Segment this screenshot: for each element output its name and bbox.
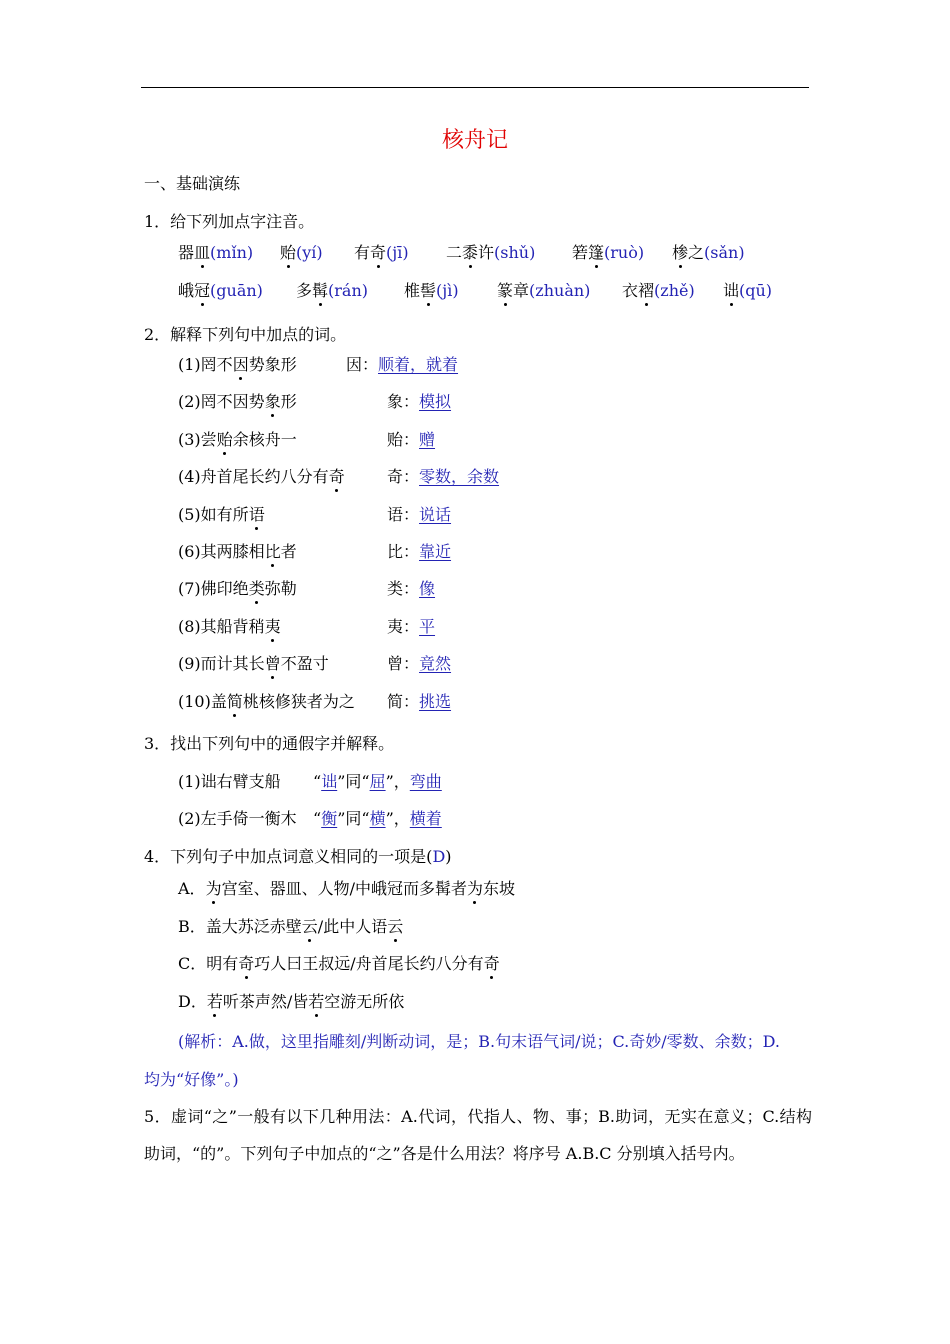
dotted-char: 贻 xyxy=(216,429,233,449)
original-char: 衡 xyxy=(321,809,338,828)
answer: 像 xyxy=(419,579,436,599)
page-title: 核舟记 xyxy=(441,128,508,153)
dotted-char: 比 xyxy=(264,542,281,561)
sentence-part: 罔不 xyxy=(200,355,233,374)
dotted-char: 黍 xyxy=(462,243,479,262)
sentence xyxy=(178,467,345,487)
question-4-close: ) xyxy=(445,847,452,866)
answer: 挑选 xyxy=(419,691,452,711)
sentence xyxy=(178,579,297,599)
quote: “ xyxy=(313,809,322,828)
answer: 说话 xyxy=(419,504,452,524)
option-label: B． xyxy=(178,916,206,936)
pinyin-item xyxy=(404,281,459,301)
dotted-char: 若 xyxy=(206,991,223,1011)
target-word: 象： xyxy=(387,392,420,412)
pinyin: (jī) xyxy=(386,243,409,262)
answer: 平 xyxy=(419,616,436,636)
sentence xyxy=(178,392,297,412)
tong-text: ”同“ xyxy=(337,772,370,791)
item-number: (8) xyxy=(178,616,201,636)
dotted-char: 奇 xyxy=(483,954,500,973)
target-word: 曾： xyxy=(387,654,420,674)
answer: 赠 xyxy=(419,429,436,449)
item-number: (7) xyxy=(178,579,201,599)
target-word: 奇： xyxy=(387,467,420,487)
sentence-part: 桃核修狭者为之 xyxy=(242,691,355,711)
dotted-char: 褶 xyxy=(638,281,655,300)
dotted-char: 象 xyxy=(264,392,281,412)
sentence-part: 如有所 xyxy=(200,504,249,524)
tongjia-answer xyxy=(313,809,442,829)
answer: 靠近 xyxy=(419,542,452,561)
question-5-text: 5．虚词“之”一般有以下几种用法：A.代词，代指人、物、事；B.助词，无实在意义；C.结构助词，“的”。下列句子中加点的“之”各是什么用法？将序号 A.B.C 分别填入括号内。 xyxy=(144,1107,812,1163)
pinyin: (zhuàn) xyxy=(529,281,591,300)
dotted-char: 冠 xyxy=(194,281,211,300)
pinyin: (qū) xyxy=(739,281,773,300)
target-word: 简： xyxy=(387,691,420,711)
sentence xyxy=(178,809,297,829)
pinyin: (jì) xyxy=(436,281,459,300)
option-label: D． xyxy=(178,991,207,1011)
dotted-char: 语 xyxy=(248,504,265,524)
explanation xyxy=(387,542,451,562)
dotted-char: 云 xyxy=(301,916,318,936)
pinyin-item xyxy=(178,281,263,301)
word-part: 箬 xyxy=(572,243,589,262)
dotted-char: 奇 xyxy=(328,467,345,487)
option-label: C． xyxy=(178,954,207,973)
explanation xyxy=(346,355,458,375)
target-word: 因： xyxy=(346,355,379,374)
pinyin: (sǎn) xyxy=(704,243,745,262)
sentence-part: 其两膝相 xyxy=(200,542,265,561)
dotted-char: 诎 xyxy=(723,281,740,300)
explanation xyxy=(387,392,451,412)
tong-text: ”同“ xyxy=(337,809,370,828)
pinyin: (rán) xyxy=(328,281,369,300)
option-text: 明有 xyxy=(206,954,239,973)
dotted-char: 皿 xyxy=(194,243,211,262)
target-word: 贻： xyxy=(387,429,420,449)
sentence-part: 弥勒 xyxy=(264,579,297,599)
dotted-char: 若 xyxy=(308,991,325,1011)
word-part: 章 xyxy=(513,281,530,300)
explanation xyxy=(387,579,435,599)
pinyin: (guān) xyxy=(210,281,263,300)
sentence-part: 其船背稍 xyxy=(200,616,265,636)
word-part: 衣 xyxy=(622,281,639,300)
item-number: (6) xyxy=(178,542,201,561)
dotted-char: 曾 xyxy=(264,654,281,674)
item-number: (4) xyxy=(178,467,201,487)
option-text: 宫室、器皿、人物/中峨冠而多髯者 xyxy=(221,879,467,898)
target-word: 语： xyxy=(387,504,420,524)
option xyxy=(178,917,403,937)
pinyin-item xyxy=(280,243,323,263)
option xyxy=(178,879,515,899)
option xyxy=(178,992,404,1012)
pinyin-item xyxy=(354,243,409,263)
section-heading: 一、基础演练 xyxy=(144,174,241,193)
header-rule xyxy=(141,87,809,88)
analysis-line-2: 均为“好像”。) xyxy=(144,1070,239,1089)
word-part: 之 xyxy=(688,243,705,262)
explanation xyxy=(387,654,451,674)
option-label: A． xyxy=(178,879,206,898)
question-4-text: 4．下列句子中加点词意义相同的一项是( xyxy=(144,847,433,866)
dotted-char: 简 xyxy=(226,691,243,711)
target-word: 类： xyxy=(387,579,420,599)
option xyxy=(178,954,500,974)
question-4-prompt xyxy=(144,847,452,867)
item-number: (1) xyxy=(178,772,201,791)
answer: 模拟 xyxy=(419,392,452,412)
option-text: 听茶声然/皆 xyxy=(222,991,309,1011)
target-word: 夷： xyxy=(387,616,420,636)
word-part: 多 xyxy=(296,281,313,300)
answer: 零数，余数 xyxy=(419,467,500,487)
sentence-part: 者 xyxy=(280,542,297,561)
dotted-char: 云 xyxy=(387,916,404,936)
explanation xyxy=(387,430,435,450)
pinyin-item xyxy=(622,281,695,301)
explanation xyxy=(387,692,451,712)
option-text: 巧人曰王叔远/舟首尾长约八分有 xyxy=(254,954,484,973)
option-text: 东坡 xyxy=(483,879,516,898)
item-number: (2) xyxy=(178,809,201,828)
word-part: 许 xyxy=(478,243,495,262)
question-2-prompt: 2．解释下列句中加点的词。 xyxy=(144,325,347,344)
sentence xyxy=(178,542,297,562)
pinyin-item xyxy=(296,281,368,301)
word-part: 椎 xyxy=(404,281,421,300)
sentence-part: 尝 xyxy=(200,429,217,449)
dotted-char: 髯 xyxy=(312,281,329,300)
sentence xyxy=(178,692,355,712)
pinyin-item xyxy=(723,281,772,301)
quote: ”， xyxy=(385,772,410,791)
meaning: 弯曲 xyxy=(409,772,442,791)
sentence-part: 罔不因势 xyxy=(200,392,265,412)
dotted-char: 夷 xyxy=(264,616,281,636)
pinyin: (shǔ) xyxy=(494,243,536,262)
sentence xyxy=(178,654,329,674)
sentence-part: 舟首尾长约八分有 xyxy=(200,467,329,487)
item-number: (9) xyxy=(178,654,201,674)
sentence xyxy=(178,355,297,375)
dotted-char: 篷 xyxy=(588,243,605,262)
sentence-part: 形 xyxy=(280,392,297,412)
sentence xyxy=(178,617,281,637)
pinyin: (zhě) xyxy=(654,281,695,300)
pinyin-item xyxy=(446,243,535,263)
quote: ”， xyxy=(385,809,410,828)
dotted-char: 为 xyxy=(205,879,222,898)
explanation xyxy=(387,505,451,525)
sentence-part: 而计其长 xyxy=(200,654,265,674)
pinyin-item xyxy=(572,243,644,263)
option-text: /此中人语 xyxy=(317,916,388,936)
pinyin: (yí) xyxy=(296,243,323,262)
dotted-char: 椮 xyxy=(672,243,689,262)
tong-char: 屈 xyxy=(369,772,386,791)
quote: “ xyxy=(313,772,322,791)
sentence-part: 盖 xyxy=(210,691,227,711)
pinyin-item xyxy=(178,243,253,263)
pinyin: (ruò) xyxy=(604,243,645,262)
tong-char: 横 xyxy=(369,809,386,828)
target-word: 比： xyxy=(387,542,420,561)
item-number: (10) xyxy=(178,691,211,711)
sentence-text: 左手倚一衡木 xyxy=(200,809,297,828)
dotted-char: 髻 xyxy=(420,281,437,300)
word-part: 峨 xyxy=(178,281,195,300)
dotted-char: 因 xyxy=(232,355,249,374)
explanation xyxy=(387,617,435,637)
question-3-prompt: 3．找出下列句中的通假字并解释。 xyxy=(144,734,395,753)
original-char: 诎 xyxy=(321,772,338,791)
analysis-line-1: (解析：A.做，这里指雕刻/判断动词，是；B.句末语气词/说；C.奇妙/零数、余数；D. xyxy=(178,1032,781,1051)
item-number: (2) xyxy=(178,392,201,412)
word-part: 有 xyxy=(354,243,371,262)
dotted-char: 篆 xyxy=(497,281,514,300)
answer: 竟然 xyxy=(419,654,452,674)
explanation xyxy=(387,467,499,487)
sentence-part: 势象形 xyxy=(248,355,297,374)
sentence xyxy=(178,505,265,525)
sentence-text: 诎右臂支船 xyxy=(200,772,281,791)
answer: 顺着，就着 xyxy=(378,355,459,374)
sentence xyxy=(178,772,281,792)
sentence-part: 余核舟一 xyxy=(232,429,297,449)
question-1-prompt: 1．给下列加点字注音。 xyxy=(144,212,315,231)
item-number: (3) xyxy=(178,429,201,449)
meaning: 横着 xyxy=(409,809,442,828)
dotted-char: 类 xyxy=(248,579,265,599)
pinyin-item xyxy=(672,243,745,263)
question-4-answer: D xyxy=(432,847,446,866)
sentence xyxy=(178,430,297,450)
tongjia-answer xyxy=(313,772,442,792)
sentence-part: 佛印绝 xyxy=(200,579,249,599)
option-text: 盖大苏泛赤壁 xyxy=(205,916,302,936)
dotted-char: 为 xyxy=(466,879,483,898)
sentence-part: 不盈寸 xyxy=(280,654,329,674)
word-part: 器 xyxy=(178,243,195,262)
pinyin: (mǐn) xyxy=(210,243,254,262)
item-number: (1) xyxy=(178,355,201,374)
dotted-char: 奇 xyxy=(370,243,387,262)
item-number: (5) xyxy=(178,504,201,524)
word-part: 二 xyxy=(446,243,463,262)
dotted-char: 贻 xyxy=(280,243,297,262)
dotted-char: 奇 xyxy=(238,954,255,973)
option-text: 空游无所依 xyxy=(324,991,405,1011)
pinyin-item xyxy=(497,281,590,301)
